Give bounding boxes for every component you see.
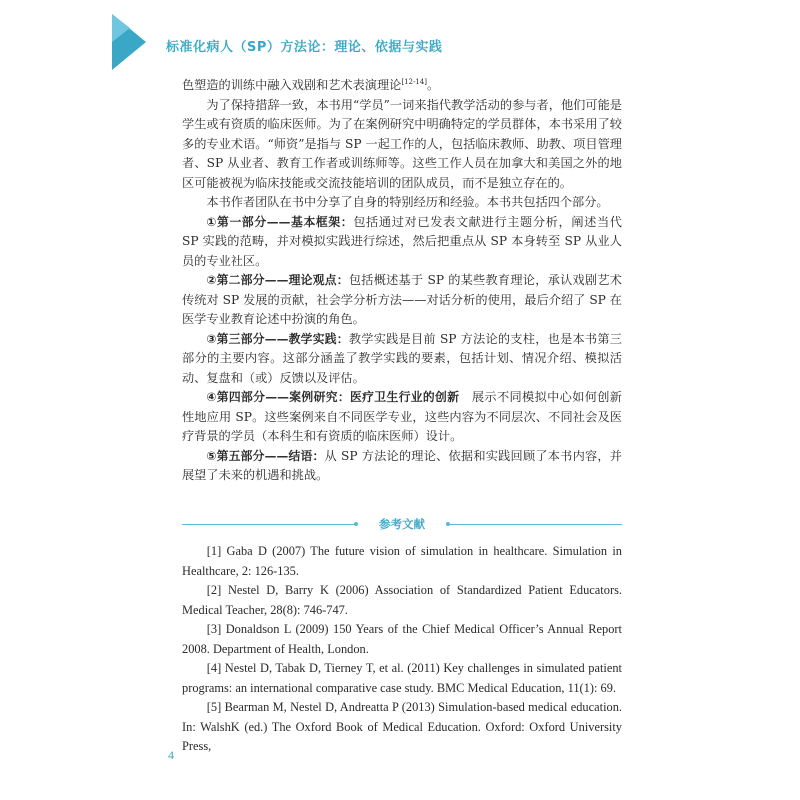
part-5	[182, 447, 622, 486]
reference-item: [5] Bearman M, Nestel D, Andreatta P (2013) Simulation-based medical education. In: WalshK (ed.) The Oxford Book of Medical Education. Oxford: Oxford University Press,	[182, 700, 622, 753]
paragraph-overview: 本书作者团队在书中分享了自身的特别经历和经验。本书共包括四个部分。	[206, 195, 609, 209]
part-3-text: 教学实践是目前 SP 方法论的支柱，也是本书第三部分的主要内容。这部分涵盖了教学实践的要素，包括计划、情况介绍、模拟活动、复盘和（或）反馈以及评估。	[182, 331, 622, 385]
part-1-label: ①第一部分——基本框架：	[206, 214, 354, 229]
part-3-label: ③第三部分——教学实践：	[206, 331, 349, 346]
reference-item: [1] Gaba D (2007) The future vision of simulation in healthcare. Simulation in Healthcare, 2: 126-135.	[182, 544, 622, 578]
part-5-label: ⑤第五部分——结语：	[206, 448, 325, 463]
heading-rule-right	[450, 524, 622, 525]
body-text	[182, 76, 622, 486]
part-4	[182, 388, 622, 447]
header-triangle-logo	[0, 0, 170, 80]
citation-superscript: [12-14]	[401, 77, 428, 86]
part-2-label: ②第二部分——理论观点：	[206, 273, 349, 287]
part-3	[182, 330, 622, 389]
reference-item: [4] Nestel D, Tabak D, Tierney T, et al. (2011) Key challenges in simulated patient programs: an international comparative case study. BMC Medical Education, 11(1): 69.	[182, 661, 622, 695]
part-4-text: 展示不同模拟中心如何创新性地应用 SP。这些案例来自不同医学专业，这些内容为不同层次、不同社会及医疗背景的学员（本科生和有资质的临床医师）设计。	[182, 390, 622, 443]
references-list	[182, 542, 622, 757]
part-5-text: 从 SP 方法论的理论、依据和实践回顾了本书内容，并展望了未来的机遇和挑战。	[182, 448, 622, 482]
reference-item: [3] Donaldson L (2009) 150 Years of the Chief Medical Officer’s Annual Report 2008. Department of Health, London.	[182, 622, 622, 656]
part-1	[182, 213, 622, 272]
paragraph-terminology: 为了保持措辞一致，本书用“学员”一词来指代教学活动的参与者，他们可能是学生或有资质的临床医师。为了在案例研究中明确特定的学员群体，本书采用了较多的专业术语。“师资”是指与 SP 一起工作的人，包括临床教师、助教、项目管理者、SP 从业者、教育工作者或训练师等。这些工作人员在加拿大和美国之外的地区可能被视为临床技能或交流技能培训的团队成员，而不是独立存在的。	[182, 97, 622, 190]
paragraph-continuation: 色塑造的训练中融入戏剧和艺术表演理论[12-14]。	[182, 77, 440, 92]
part-1-text: 包括通过对已发表文献进行主题分析，阐述当代 SP 实践的范畴，并对模拟实践进行综述，然后把重点从 SP 本身转至 SP 从业人员的专业社区。	[182, 214, 622, 268]
part-2-text: 包括概述基于 SP 的某些教育理论，承认戏剧艺术传统对 SP 发展的贡献，社会学分析方法——对话分析的使用，最后介绍了 SP 在医学专业教育论述中扮演的角色。	[182, 273, 622, 326]
part-2	[182, 271, 622, 330]
part-4-label: ④第四部分——案例研究：医疗卫生行业的创新	[206, 390, 460, 404]
page-number: 4	[168, 748, 174, 762]
running-header-title: 标准化病人（SP）方法论：理论、依据与实践	[166, 40, 443, 55]
reference-item: [2] Nestel D, Barry K (2006) Association of Standardized Patient Educators. Medical Teacher, 28(8): 746-747.	[182, 583, 622, 617]
references-title: 参考文献	[379, 517, 425, 531]
references-heading	[182, 514, 622, 534]
